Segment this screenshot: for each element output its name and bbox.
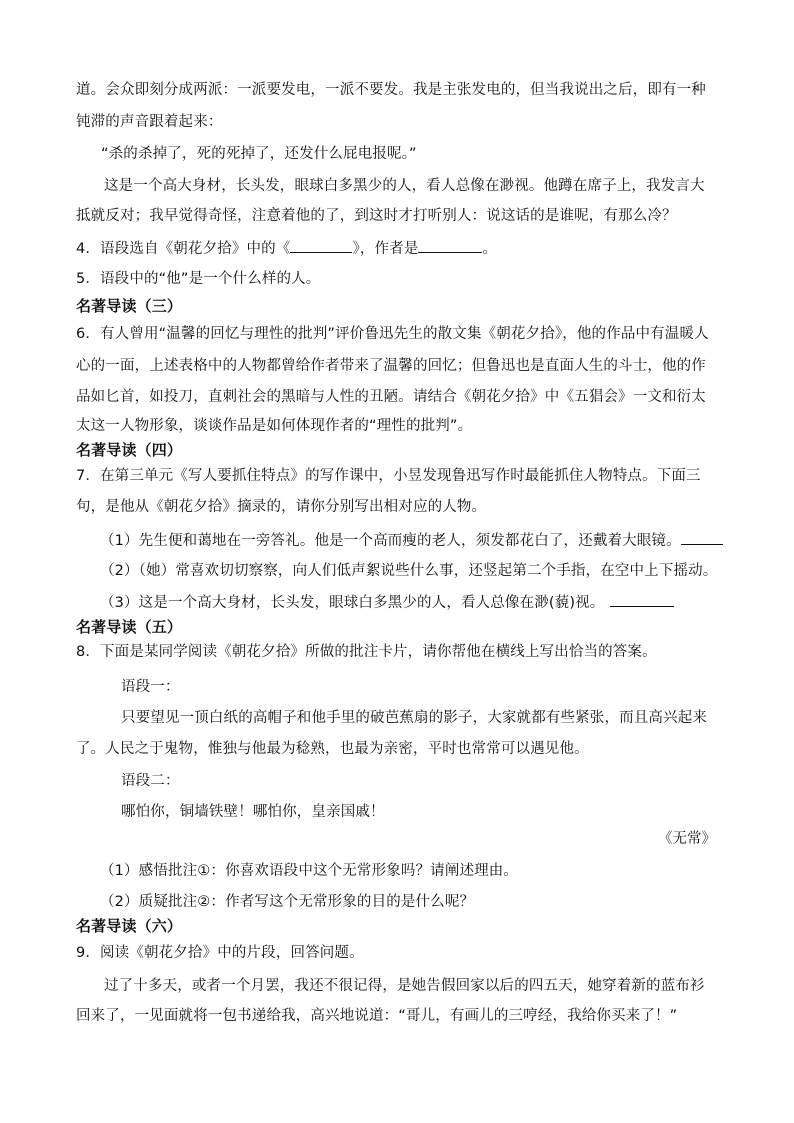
question-7-item (100, 530, 723, 551)
answer-blank[interactable] (418, 238, 482, 253)
question-5: 5．语段中的“他”是一个什么样的人。 (76, 271, 321, 287)
question-6: 6．有人曾用“温馨的回忆与理性的批判”评价鲁迅先生的散文集《朝花夕拾》，他的作品中有温暖人 (76, 326, 709, 342)
question-8-item: （2）质疑批注②：作者写这个无常形象的目的是什么呢？ (100, 894, 475, 910)
section-heading: 名著导读（四） (76, 441, 183, 459)
question-4-text: 。 (482, 241, 498, 257)
answer-blank[interactable] (681, 530, 723, 545)
answer-blank[interactable] (610, 592, 674, 607)
question-8-item: （1）感悟批注①：你喜欢语段中这个无常形象吗？请阐述理由。 (100, 863, 519, 879)
passage-line: 这是一个高大身材，长头发，眼球白多黑少的人，看人总像在渺视。他蹲在席子上，我发言大 (104, 178, 705, 194)
question-7-item (100, 561, 717, 581)
question-7-item-text: （1）先生便和蔼地在一旁答礼。他是一个高而瘦的老人，须发都花白了，还戴着大眼镜。 (100, 533, 681, 549)
answer-blank[interactable] (290, 238, 352, 253)
question-7-item-text: （3）这是一个高大身材，长头发，眼球白多黑少的人，看人总像在渺(藐)视。 (100, 595, 605, 611)
section-heading: 名著导读（三） (76, 297, 183, 315)
segment-label: 语段一： (121, 679, 180, 695)
section-heading: 名著导读（六） (76, 917, 183, 935)
question-6: 太这一人物形象，谈谈作品是如何体现作者的“理性的批判”。 (76, 418, 473, 434)
question-9: 9．阅读《朝花夕拾》中的片段，回答问题。 (76, 945, 364, 961)
question-7-item (100, 592, 674, 613)
segment-text: 哪怕你，铜墙铁壁！哪怕你，皇亲国戚！ (121, 804, 385, 820)
section-heading: 名著导读（五） (76, 618, 183, 636)
passage-line: 道。会众即刻分成两派：一派要发电，一派不要发。我是主张发电的，但当我说出之后，即有一种 (76, 82, 706, 98)
question-6: 品如匕首，如投刀，直刺社会的黑暗与人性的丑陋。请结合《朝花夕拾》中《五猖会》一文和衍太 (76, 389, 706, 405)
question-4-text: 》，作者是 (352, 241, 419, 257)
passage-line: 钝滞的声音跟着起来： (76, 114, 223, 130)
passage-line: 回来了，一见面就将一包书递给我，高兴地说道：“哥儿，有画儿的三哼经，我给你买来了！” (76, 1008, 678, 1024)
passage-line: 抵就反对；我早觉得奇怪，注意着他的了，到这时才打听别人：说这话的是谁呢，有那么冷？ (76, 208, 677, 224)
segment-text: 了。人民之于鬼物，惟独与他最为稔熟，也最为亲密，平时也常常可以遇见他。 (76, 741, 589, 757)
question-7: 句，是他从《朝花夕拾》摘录的，请你分别写出相对应的人物。 (76, 499, 487, 515)
passage-line: 过了十多天，或者一个月罢，我还不很记得，是她告假回家以后的四五天，她穿着新的蓝布衫 (104, 978, 705, 994)
segment-label: 语段二： (121, 773, 180, 789)
source-title: 《无常》 (658, 831, 716, 847)
question-4 (76, 238, 497, 259)
question-6: 心的一面，上述表格中的人物都曾给作者带来了温馨的回忆；但鲁迅也是直面人生的斗士，他的作 (76, 358, 706, 374)
question-4-text: 4．语段选自《朝花夕拾》中的《 (76, 241, 291, 257)
question-8: 8．下面是某同学阅读《朝花夕拾》所做的批注卡片，请你帮他在横线上写出恰当的答案。 (76, 644, 657, 660)
segment-text: 只要望见一顶白纸的高帽子和他手里的破芭蕉扇的影子，大家就都有些紧张，而且高兴起来 (121, 710, 707, 726)
question-7-item-text: （2）（她）常喜欢切切察察，向人们低声絮说些什么事，还竖起第二个手指，在空中上下摇动。 (100, 563, 718, 579)
passage-quote: “杀的杀掉了，死的死掉了，还发什么屁电报呢。” (101, 146, 417, 162)
question-7: 7．在第三单元《写人要抓住特点》的写作课中，小昱发现鲁迅写作时最能抓住人物特点。下面三 (76, 468, 701, 484)
